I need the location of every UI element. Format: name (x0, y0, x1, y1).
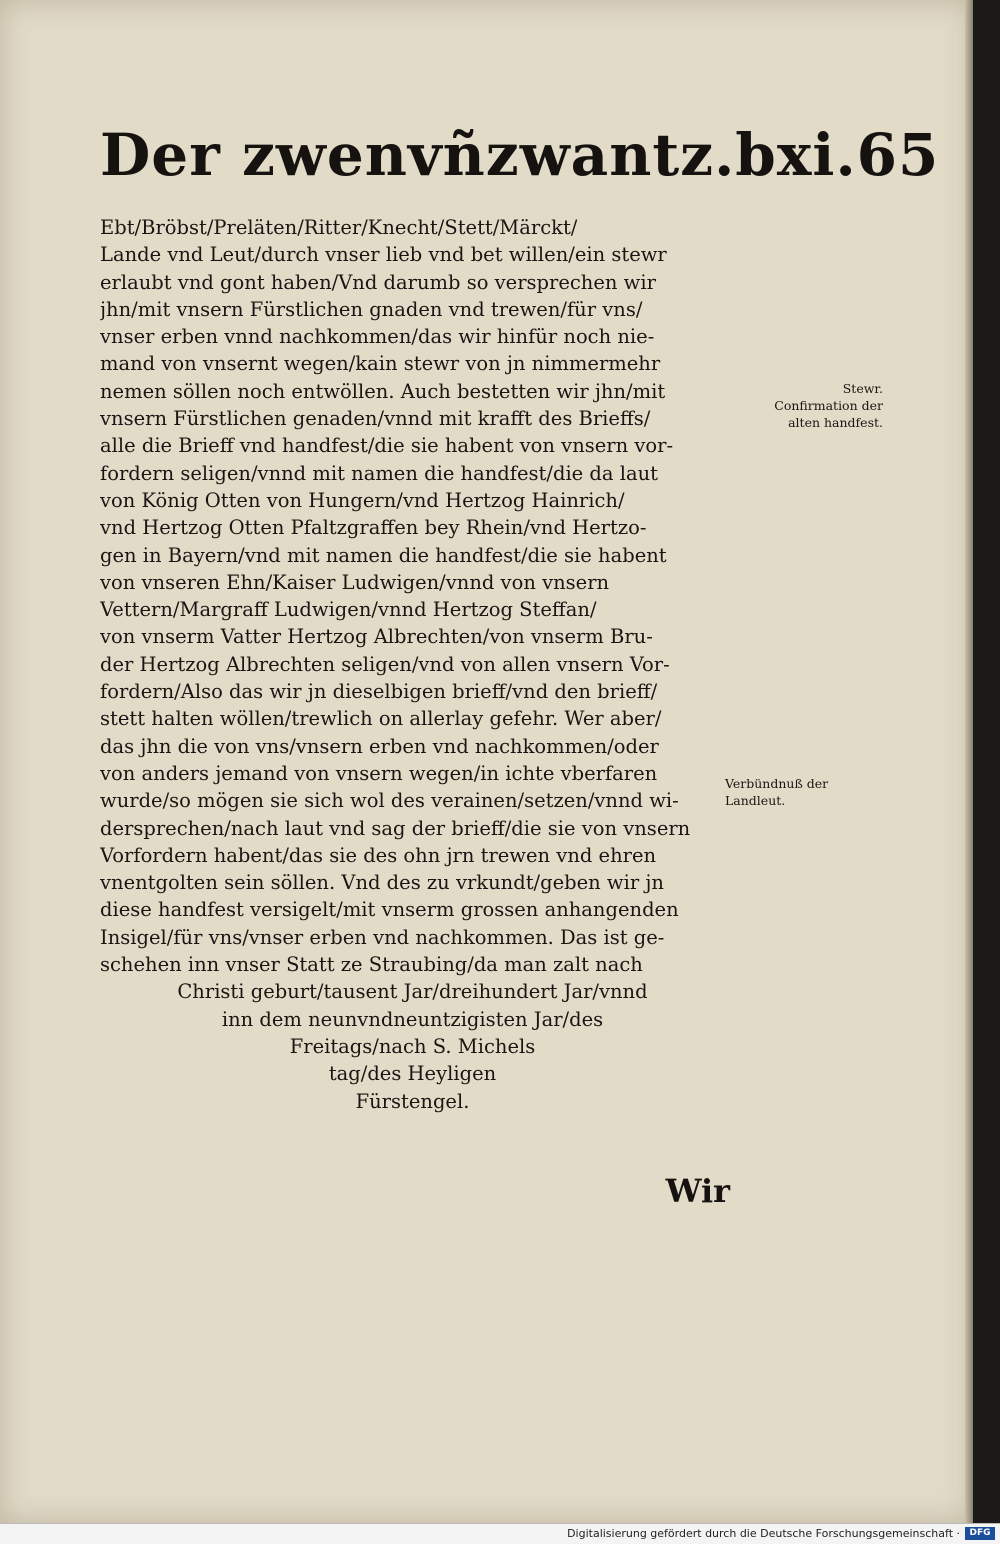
text-line-centered: inn dem neunvndneuntzigisten Jar/des (221, 1007, 604, 1031)
text-line: stett halten wöllen/trewlich on allerlay gefehr. Wer aber/ (100, 707, 662, 731)
text-line: Lande vnd Leut/durch vnser lieb vnd bet willen/ein stewr (100, 243, 667, 267)
text-line: vnsern Fürstlichen genaden/vnnd mit krafft des Brieffs/ (100, 407, 651, 431)
text-line: erlaubt vnd gont haben/Vnd darumb so versprechen wir (100, 270, 656, 294)
text-line: vnentgolten sein söllen. Vnd des zu vrkundt/geben wir jn (100, 871, 664, 895)
footer-credit: Digitalisierung gefördert durch die Deutsche Forschungsgemeinschaft · (567, 1527, 960, 1540)
footer-bar (0, 1523, 1000, 1544)
text-line-centered: tag/des Heyligen (328, 1062, 497, 1086)
margin-note-verbuendnuss (725, 775, 875, 809)
text-line: schehen inn vnser Statt ze Straubing/da man zalt nach (100, 953, 643, 977)
text-line: dersprechen/nach laut vnd sag der brieff/die sie von vnsern (100, 816, 691, 840)
margin-note-line: alten handfest. (788, 415, 883, 430)
dfg-logo-icon[interactable]: DFG (965, 1527, 995, 1540)
margin-note-stewr (733, 380, 883, 431)
text-line-centered: Christi geburt/tausent Jar/dreihundert Jar/vnnd (177, 980, 648, 1004)
text-line: von König Otten von Hungern/vnd Hertzog Hainrich/ (100, 488, 625, 512)
text-line: nemen söllen noch entwöllen. Auch bestetten wir jhn/mit (100, 379, 666, 403)
text-line: jhn/mit vnsern Fürstlichen gnaden vnd trewen/für vns/ (100, 297, 643, 321)
text-line: der Hertzog Albrechten seligen/vnd von allen vnsern Vor- (100, 652, 670, 676)
text-line: mand von vnsernt wegen/kain stewr von jn nimmermehr (100, 352, 661, 376)
margin-note-line: Verbündnuß der (725, 776, 829, 791)
catchword: Wir (665, 1172, 730, 1210)
page-header-title: Der zwenvñzwantz.bxi.65 (100, 121, 940, 189)
margin-note-line: Landleut. (725, 793, 786, 808)
text-line: gen in Bayern/vnd mit namen die handfest/die sie habent (100, 543, 667, 567)
text-line: fordern seligen/vnnd mit namen die handfest/die da laut (100, 461, 658, 485)
text-line: diese handfest versigelt/mit vnserm grossen anhangenden (100, 898, 679, 922)
page-edge (965, 0, 973, 1523)
text-line: Vettern/Margraff Ludwigen/vnnd Hertzog Steffan/ (100, 598, 597, 622)
text-line: von vnseren Ehn/Kaiser Ludwigen/vnnd von vnsern (100, 570, 610, 594)
margin-note-line: Confirmation der (774, 398, 883, 413)
text-line: Vorfordern habent/das sie des ohn jrn trewen vnd ehren (100, 843, 657, 867)
text-line: wurde/so mögen sie sich wol des verainen/setzen/vnnd wi- (100, 789, 679, 813)
margin-note-line: Stewr. (842, 381, 883, 396)
text-line-centered: Freitags/nach S. Michels (289, 1034, 536, 1058)
text-line: vnd Hertzog Otten Pfaltzgraffen bey Rhein/vnd Hertzo- (100, 516, 647, 540)
text-line: Ebt/Bröbst/Preläten/Ritter/Knecht/Stett/Märckt/ (100, 216, 578, 239)
text-line: von vnserm Vatter Hertzog Albrechten/von vnserm Bru- (100, 625, 653, 649)
text-line: fordern/Also das wir jn dieselbigen brieff/vnd den brieff/ (100, 680, 658, 704)
text-line: von anders jemand von vnsern wegen/in ichte vberfaren (100, 761, 658, 785)
text-line-centered: Fürstengel. (355, 1089, 470, 1113)
text-line: alle die Brieff vnd handfest/die sie habent von vnsern vor- (100, 434, 674, 458)
body-text (100, 214, 725, 1115)
text-line: das jhn die von vns/vnsern erben vnd nachkommen/oder (100, 734, 659, 758)
text-line: Insigel/für vns/vnser erben vnd nachkommen. Das ist ge- (100, 925, 665, 949)
text-line: vnser erben vnnd nachkommen/das wir hinfür noch nie- (100, 325, 655, 349)
